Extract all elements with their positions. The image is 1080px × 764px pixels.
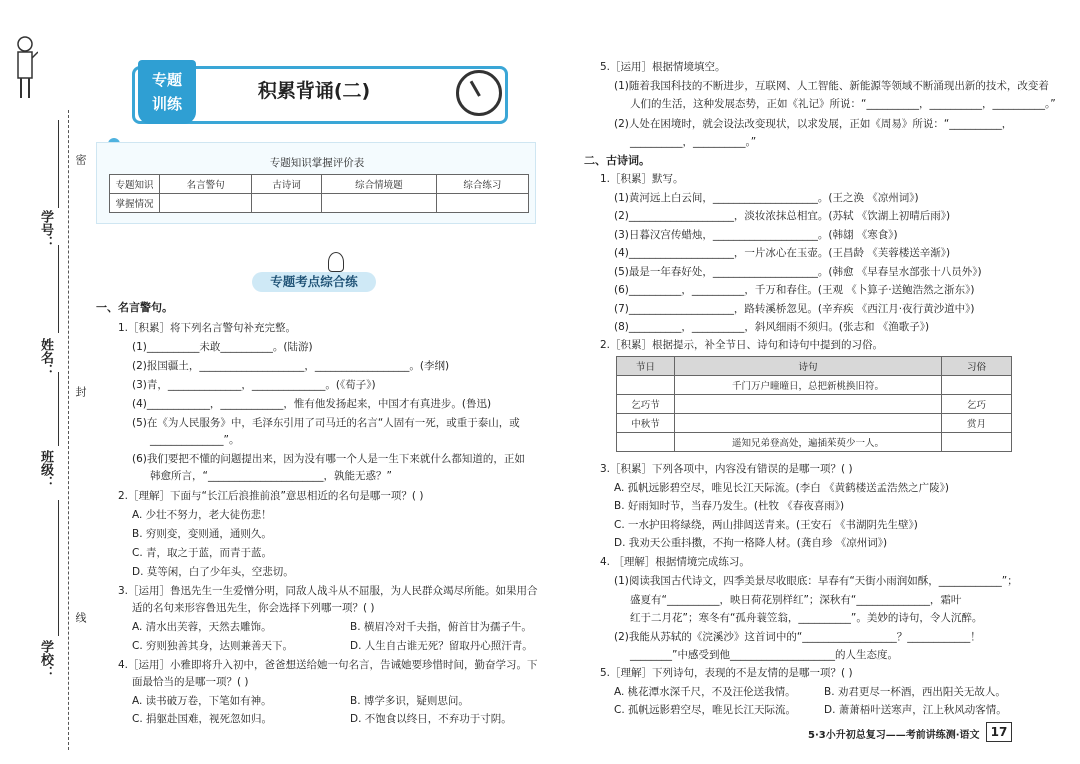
- page-title: 积累背诵(二): [257, 80, 371, 102]
- page-footer: 5·3小升初总复习——考前讲练测·语文: [808, 730, 980, 741]
- question-line: (5)最是一年春好处，____________________。(韩愈 《早春呈水部张十八员外》): [614, 266, 982, 278]
- question-line: (1)随着我国科技的不断进步，互联网、人工智能、新能源等领域不断涌现出新的技术，改变着: [614, 80, 1049, 92]
- cut-line: [68, 110, 69, 750]
- option-d[interactable]: D. 人生自古谁无死？留取丹心照汗青。: [350, 640, 533, 652]
- table-cell-input[interactable]: [252, 194, 322, 213]
- festival-table: [616, 356, 1012, 452]
- option-a[interactable]: A. 读书破万卷，下笔如有神。: [132, 695, 272, 707]
- question-line: (4)____________________，一片冰心在玉壶。(王昌龄 《芙蓉楼送辛渐》): [614, 247, 951, 259]
- table-cell-input[interactable]: [675, 395, 942, 414]
- question-line: (4)____________，____________，惟有他发扬起来，中国才有真进步。(鲁迅): [132, 398, 492, 410]
- table-header: 习俗: [942, 357, 1012, 376]
- question-line: (1)__________未敢__________。(陆游): [132, 341, 313, 353]
- table-cell: 专题知识: [110, 175, 160, 194]
- alarm-clock-icon: [456, 70, 502, 116]
- option-b[interactable]: B. 博学多识，疑则思问。: [350, 695, 469, 707]
- question-line: 3.［运用］鲁迅先生一生爱憎分明，同敌人战斗从不屈服，为人民群众竭尽所能。如果用合: [118, 585, 538, 597]
- option-c[interactable]: C. 一水护田将绿绕，两山排闼送青来。(王安石 《书湖阴先生壁》): [614, 519, 918, 531]
- question-line: 2.［理解］下面与“长江后浪推前浪”意思相近的名句是哪一项？( ): [118, 490, 424, 502]
- option-a[interactable]: A. 桃花潭水深千尺，不及汪伦送我情。: [614, 686, 796, 698]
- question-line: ______________”。: [150, 434, 240, 446]
- header-tag-line2: 训练: [151, 95, 182, 113]
- question-line: (7)____________________，路转溪桥忽见。(辛弃疾 《西江月·夜行黄沙道中》): [614, 303, 975, 315]
- option-c[interactable]: C. 青，取之于蓝，而青于蓝。: [132, 547, 273, 559]
- name-label: 姓名：: [38, 338, 53, 377]
- question-line: (2)我能从苏轼的《浣溪沙》这首词中的“__________________？____________！: [614, 631, 981, 643]
- school-field[interactable]: [58, 500, 59, 636]
- question-line: (6)__________，__________，千万和春住。(王观 《卜算子·送鲍浩然之浙东》): [614, 284, 975, 296]
- question-line: (8)__________，__________，斜风细雨不须归。(张志和 《渔歌子》): [614, 321, 930, 333]
- option-d[interactable]: D. 不饱食以终日，不弃功于寸阴。: [350, 713, 512, 725]
- class-field[interactable]: [58, 372, 59, 446]
- question-line: 5.［理解］下列诗句，表现的不是友情的是哪一项？( ): [600, 667, 853, 679]
- option-d[interactable]: D. 我劝天公重抖擞，不拘一格降人材。(龚自珍 《凉州词》): [614, 537, 888, 549]
- question-line: (3)日暮汉宫传蜡烛，____________________。(韩翃 《寒食》): [614, 229, 898, 241]
- table-cell: 遥知兄弟登高处，遍插茱萸少一人。: [675, 433, 942, 452]
- name-field[interactable]: [58, 245, 59, 333]
- question-line: (6)我们要把不懂的问题提出来，因为没有哪一个人是一生下来就什么都知道的，正如: [132, 453, 525, 465]
- table-cell-input[interactable]: [617, 433, 675, 452]
- question-line: 适的名句来形容鲁迅先生，你会选择下列哪一项？( ): [132, 602, 375, 614]
- table-cell: 名言警句: [160, 175, 252, 194]
- question-line: 3.［积累］下列各项中，内容没有错误的是哪一项？( ): [600, 463, 853, 475]
- section-banner: 专题考点综合练: [252, 272, 376, 292]
- question-line: 1.［积累］将下列名言警句补充完整。: [118, 322, 297, 334]
- cut-mark-xian: 线: [74, 612, 87, 623]
- question-line: ________”中感受到他____________________的人生态度。: [630, 649, 898, 661]
- cut-mark-feng: 封: [74, 386, 87, 397]
- option-b[interactable]: B. 横眉冷对千夫指，俯首甘为孺子牛。: [350, 621, 532, 633]
- table-cell: 综合练习: [436, 175, 528, 194]
- table-cell-input[interactable]: [160, 194, 252, 213]
- table-cell: 综合情境题: [322, 175, 437, 194]
- question-line: 2.［积累］根据提示，补全节日、诗句和诗句中提到的习俗。: [600, 339, 884, 351]
- student-id-label: 学号：: [38, 210, 53, 249]
- option-b[interactable]: B. 好雨知时节，当春乃发生。(杜牧 《春夜喜雨》): [614, 500, 845, 512]
- table-cell-input[interactable]: [942, 433, 1012, 452]
- option-a[interactable]: A. 孤帆远影碧空尽，唯见长江天际流。(李白 《黄鹤楼送孟浩然之广陵》): [614, 482, 949, 494]
- option-a[interactable]: A. 清水出芙蓉，天然去雕饰。: [132, 621, 272, 633]
- student-id-field[interactable]: [58, 120, 59, 208]
- table-cell-input[interactable]: [617, 376, 675, 395]
- question-line: 4.［运用］小雅即将升入初中，爸爸想送给她一句名言，告诫她要珍惜时间，勤奋学习。下: [118, 659, 538, 671]
- option-c[interactable]: C. 穷则独善其身，达则兼善天下。: [132, 640, 294, 652]
- question-line: (2)人处在困境时，就会设法改变现状，以求发展，正如《周易》所说：“__________，: [614, 118, 1013, 130]
- question-line: 1.［积累］默写。: [600, 173, 684, 185]
- question-line: (5)在《为人民服务》中，毛泽东引用了司马迁的名言“人固有一死，或重于泰山，或: [132, 417, 520, 429]
- question-line: (1)黄河远上白云间，____________________。(王之涣 《凉州词》): [614, 192, 919, 204]
- table-cell: 乞巧: [942, 395, 1012, 414]
- table-cell: 掌握情况: [110, 194, 160, 213]
- class-label: 班级：: [38, 450, 53, 489]
- section-heading: 二、古诗词。: [584, 154, 650, 167]
- question-line: (3)青，______________，______________。(《荀子》): [132, 379, 376, 391]
- option-d[interactable]: D. 萧萧梧叶送寒声，江上秋风动客情。: [824, 704, 1007, 716]
- header-tag-line1: 专题: [151, 71, 182, 89]
- school-label: 学校：: [38, 640, 53, 679]
- table-cell: 中秋节: [617, 414, 675, 433]
- question-line: 面最恰当的是哪一项？( ): [132, 676, 249, 688]
- table-cell: 古诗词: [252, 175, 322, 194]
- table-cell: 赏月: [942, 414, 1012, 433]
- option-b[interactable]: B. 穷则变，变则通，通则久。: [132, 528, 272, 540]
- evaluation-table-title: 专题知识掌握评价表: [269, 157, 365, 169]
- cut-mark-mi: 密: [74, 154, 87, 165]
- option-c[interactable]: C. 捐躯赴国难，视死忽如归。: [132, 713, 273, 725]
- question-line: (2)报国疆土，____________________，__________________。(李纲): [132, 360, 450, 372]
- question-line: (2)____________________，淡妆浓抹总相宜。(苏轼 《饮湖上初晴后雨》): [614, 210, 951, 222]
- table-header: 诗句: [675, 357, 942, 376]
- table-cell-input[interactable]: [675, 414, 942, 433]
- section-heading: 一、名言警句。: [96, 301, 173, 314]
- table-header: 节日: [617, 357, 675, 376]
- page-number: 17: [986, 722, 1012, 742]
- question-line: 韩愈所言，“______________________，孰能无惑？”: [150, 470, 392, 482]
- option-d[interactable]: D. 莫等闲，白了少年头，空悲切。: [132, 566, 294, 578]
- question-line: 人们的生活，这种发展态势，正如《礼记》所说：“__________，__________，__________。”: [630, 98, 1056, 110]
- table-cell-input[interactable]: [942, 376, 1012, 395]
- option-b[interactable]: B. 劝君更尽一杯酒，西出阳关无故人。: [824, 686, 1006, 698]
- table-cell: 千门万户曈曈日，总把新桃换旧符。: [675, 376, 942, 395]
- pencil-mascot-icon: [328, 252, 344, 272]
- evaluation-table: [109, 174, 529, 213]
- header-tag: [138, 60, 196, 124]
- option-c[interactable]: C. 孤帆远影碧空尽，唯见长江天际流。: [614, 704, 797, 716]
- question-line: 4. ［理解］根据情境完成练习。: [600, 556, 750, 568]
- table-cell-input[interactable]: [436, 194, 528, 213]
- question-line: (1)阅读我国古代诗文，四季美景尽收眼底：早春有“天街小雨润如酥，____________”；: [614, 575, 1018, 587]
- question-line: 盛夏有“__________，映日荷花别样红”；深秋有“______________，霜叶: [630, 594, 962, 606]
- table-cell: 乞巧节: [617, 395, 675, 414]
- question-line: 5.［运用］根据情境填空。: [600, 61, 726, 73]
- evaluation-table-box: [96, 142, 536, 224]
- question-line: 红于二月花”；寒冬有“孤舟蓑笠翁，__________”。美妙的诗句，令人沉醉。: [630, 612, 983, 624]
- option-a[interactable]: A. 少壮不努力，老大徒伤悲！: [132, 509, 272, 521]
- question-line: __________，__________。”: [630, 136, 757, 148]
- table-cell-input[interactable]: [322, 194, 437, 213]
- student-figure-icon: [12, 36, 38, 102]
